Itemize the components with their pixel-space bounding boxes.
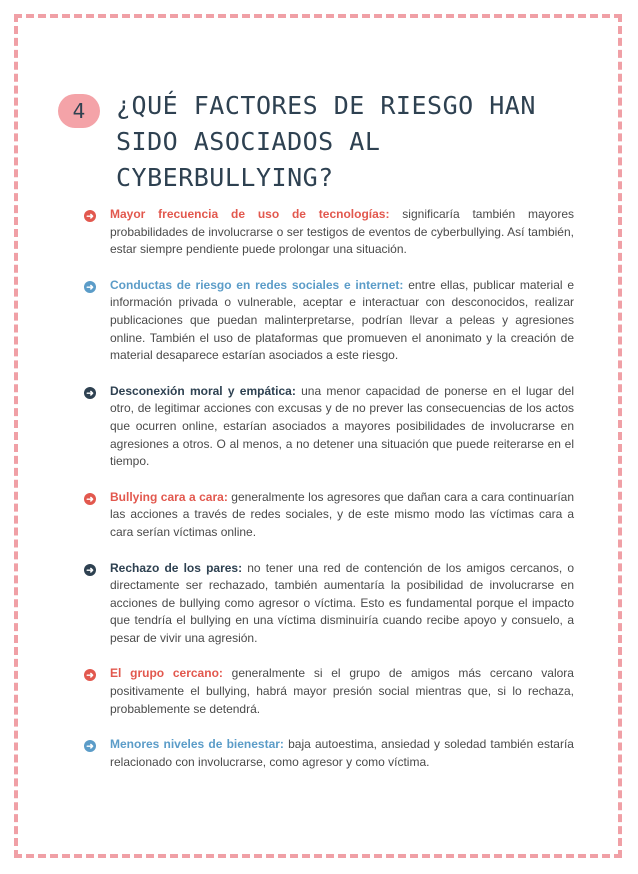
arrow-right-circle-icon: ➜	[84, 387, 96, 399]
section-title: ¿QUÉ FACTORES DE RIESGO HAN SIDO ASOCIADOS AL CYBERBULLYING?	[116, 91, 536, 192]
risk-factor-list	[84, 206, 574, 789]
item-text: una menor capacidad de ponerse en el lugar del otro, de legitimar acciones con excusas y de no prever las consecuencias de los actos que ocurren online, estarían asociados a mayores posibilidades de involucrarse en agresiones a otros. O al menos, a no detener una situación que puede reiterarse en el tiempo.	[110, 383, 574, 469]
arrow-right-circle-icon: ➜	[84, 281, 96, 293]
list-item	[84, 489, 574, 542]
item-term: El grupo cercano:	[110, 666, 223, 681]
item-text: baja autoestima, ansiedad y soledad también estaría relacionado con involucrarse, como agresor y como víctima.	[110, 737, 574, 769]
item-text: generalmente si el grupo de amigos más cercano valora positivamente el bullying, habrá mayor presión social mientras que, si lo rechaza, probablemente se detendrá.	[110, 666, 574, 716]
list-item	[84, 206, 574, 259]
arrow-right-circle-icon: ➜	[84, 564, 96, 576]
arrow-right-circle-icon: ➜	[84, 740, 96, 752]
list-item	[84, 665, 574, 718]
item-term: Mayor frecuencia de uso de tecnologías:	[110, 207, 390, 221]
item-term: Conductas de riesgo en redes sociales e internet:	[110, 277, 404, 292]
list-item	[84, 736, 574, 771]
section-number-badge: 4	[58, 94, 100, 128]
item-term: Desconexión moral y empática:	[110, 383, 296, 398]
list-item	[84, 383, 574, 471]
item-term: Rechazo de los pares:	[110, 560, 243, 575]
item-text: generalmente los agresores que dañan cara a cara continuarían las acciones a través de redes sociales, y de este mismo modo las víctimas cara a cara serían víctimas online.	[110, 489, 575, 539]
arrow-right-circle-icon: ➜	[84, 210, 96, 222]
item-term: Bullying cara a cara:	[110, 489, 228, 504]
item-term: Menores niveles de bienestar:	[110, 737, 284, 752]
list-item	[84, 277, 574, 365]
arrow-right-circle-icon: ➜	[84, 493, 96, 505]
item-text: significaría también mayores probabilidades de involucrarse o ser testigos de eventos de cyberbullying. Así también, estar siempre pendiente puede prolongar una situación.	[110, 207, 574, 257]
item-text: no tener una red de contención de los amigos cercanos, o directamente ser rechazado, también aumentaría la posibilidad de involucrarse en acciones de bullying como agresor o víctima. Esto es fundamental porque el impacto que tendría el bullying en una víctima disminuiría cuando recibe apoyo y consuelo, a pesar de vivir una agresión.	[110, 560, 574, 645]
list-item	[84, 560, 574, 648]
item-text: entre ellas, publicar material e información privada o vulnerable, aceptar e interactuar con desconocidos, realizar publicaciones que puedan malinterpretarse, podrían llevar a peleas y agresiones online. También el uso de plataformas que promueven el anonimato y la creación de material desaparece estarían asociados a este riesgo.	[110, 277, 574, 363]
arrow-right-circle-icon: ➜	[84, 669, 96, 681]
